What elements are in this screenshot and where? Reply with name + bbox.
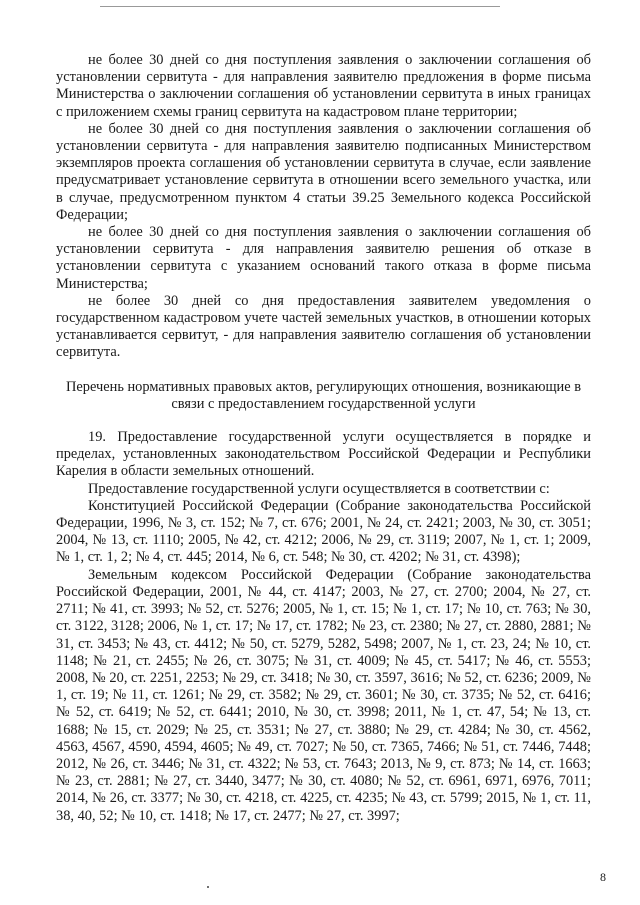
section-paragraph-intro: Предоставление государственной услуги осуществляется в соответствии с: bbox=[88, 480, 550, 497]
section-paragraph-land-code: Земельным кодексом Российской Федерации (Собрание законодательства Российской Федерации, 2001, № 44, ст. 4147; 2003, № 27, ст. 2700; 2004, № 27, ст. 2711; № 41, ст. 3993; № 52, ст. 5276; 2005, № 1, ст. 15; № 1, ст. 17; № 10, ст. 763; № 30, ст. 3122, 3128; 2006, № 1, ст. 17; № 17, ст. 1782; № 23, ст. 2380; № 27, ст. 2880, 2881; № 31, ст. 3453; № 43, ст. 4412; № 50, ст. 5279, 5282, 5498; 2007, № 1, ст. 23, 24; № 10, ст. 1148; № 21, ст. 2455; № 26, ст. 3075; № 31, ст. 4009; № 45, ст. 5417; № 46, ст. 5553; 2008, № 20, ст. 2251, 2253; № 29, ст. 3418; № 30, ст. 3597, 3616; № 52, ст. 6236; 2009, № 1, ст. 19; № 11, ст. 1261; № 29, ст. 3582; № 29, ст. 3601; № 30, ст. 3735; № 52, ст. 6416; № 52, ст. 6419; № 52, ст. 6441; 2010, № 30, ст. 3998; 2011, № 1, ст. 47, 54; № 13, ст. 1688; № 15, ст. 2029; № 25, ст. 3531; № 27, ст. 3880; № 29, ст. 4284; № 30, ст. 4562, 4563, 4567, 4590, 4594, 4605; № 49, ст. 7027; № 50, ст. 7365, 7466; № 51, ст. 7446, 7448; 2012, № 26, ст. 3446; № 31, ст. 4322; № 53, ст. 7643; 2013, № 9, ст. 873; № 14, ст. 1663; № 23, ст. 2881; № 27, ст. 3440, 3477; № 30, ст. 4080; № 52, ст. 6961, 6971, 6976, 7011; 2014, № 26, ст. 3377; № 30, ст. 4218, ст. 4225, ст. 4235; № 43, ст. 5799; 2015, № 1, ст. 11, 38, 40, 52; № 10, ст. 1418; № 17, ст. 2477; № 27, ст. 3997; bbox=[56, 566, 591, 824]
document-body bbox=[56, 52, 591, 825]
deadline-paragraph-1: не более 30 дней со дня поступления заявления о заключении соглашения об установлении сервитута - для направления заявителю предложения в форме письма Министерства о заключении соглашения об установлении сервитута в иных границах с приложением схемы границ сервитута на кадастровом плане территории; bbox=[56, 52, 591, 120]
section-heading: Перечень нормативных правовых актов, регулирующих отношения, возникающие в связи с предоставлением государственной услуги bbox=[65, 378, 582, 412]
scan-speck bbox=[207, 886, 209, 888]
deadline-paragraph-4: не более 30 дней со дня предоставления заявителем уведомления о государственном кадастровом учете частей земельных участков, в отношении которых устанавливается сервитут, - для направления заявителю соглашения об установлении сервитута. bbox=[56, 292, 591, 361]
top-rule bbox=[100, 6, 500, 7]
page-number: 8 bbox=[600, 870, 606, 884]
section-paragraph-19: 19. Предоставление государственной услуги осуществляется в порядке и пределах, установленных законодательством Российской Федерации и Республики Карелия в области земельных отношений. bbox=[56, 429, 591, 480]
deadline-paragraph-3: не более 30 дней со дня поступления заявления о заключении соглашения об установлении сервитута - для направления заявителю решения об отказе в установлении сервитута с указанием оснований такого отказа в форме письма Министерства; bbox=[56, 224, 591, 292]
section-paragraph-constitution: Конституцией Российской Федерации (Собрание законодательства Российской Федерации, 1996, № 3, ст. 152; № 7, ст. 676; 2001, № 24, ст. 2421; 2003, № 30, ст. 3051; 2004, № 13, ст. 1110; 2005, № 42, ст. 4212; 2006, № 29, ст. 3119; 2007, № 1, ст. 1; 2009, № 1, ст. 1, 2; № 4, ст. 445; 2014, № 6, ст. 548; № 30, ст. 4202; № 31, ст. 4398); bbox=[56, 497, 591, 566]
deadline-paragraph-2: не более 30 дней со дня поступления заявления о заключении соглашения об установлении сервитута - для направления заявителю подписанных Министерством экземпляров проекта соглашения об установлении сервитута в случае, если заявление предусматривает установление сервитута в отношении всего земельного участка, или в случае, предусмотренном пунктом 4 статьи 39.25 Земельного кодекса Российской Федерации; bbox=[56, 120, 591, 223]
